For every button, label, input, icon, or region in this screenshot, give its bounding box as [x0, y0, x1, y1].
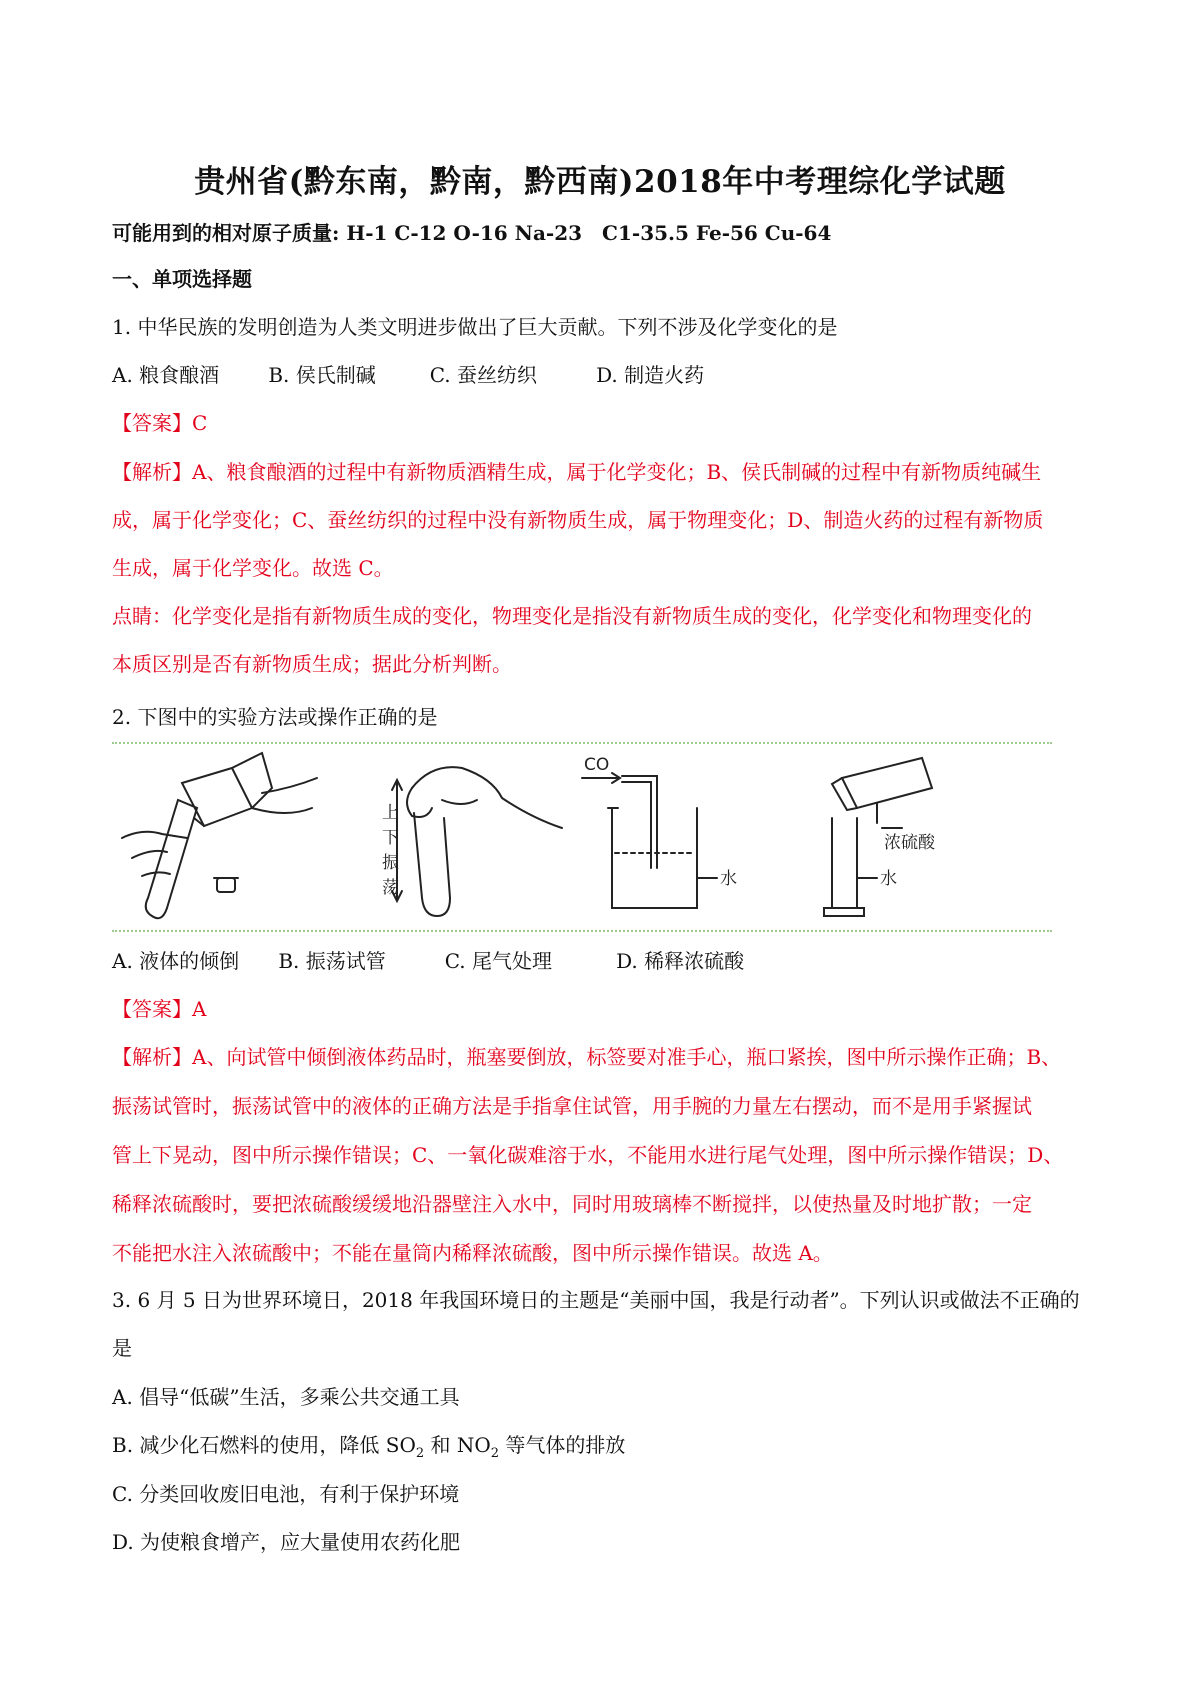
subscript: 2 — [490, 1446, 500, 1461]
atomic-masses: 可能用到的相对原子质量: H-1 C-12 O-16 Na-23 C1-35.5 Fe-56 Cu-64 — [112, 221, 832, 245]
shake-label-4: 荡 — [382, 878, 399, 898]
shake-label-1: 上 — [382, 803, 399, 823]
q2-analysis-line: 稀释浓硫酸时，要把浓硫酸缓缓地沿器壁注入水中，同时用玻璃棒不断搅拌，以使热量及时地扩散；一定 — [112, 1192, 1032, 1216]
page-title: 贵州省(黔东南，黔南，黔西南)2018年中考理综化学试题 — [194, 164, 1006, 200]
q3-option-c: C. 分类回收废旧电池，有利于保护环境 — [112, 1482, 460, 1506]
q1-options — [112, 360, 1102, 390]
q1-analysis-line: 生成，属于化学变化。故选 C。 — [112, 556, 394, 580]
q2-stem: 2. 下图中的实验方法或操作正确的是 — [112, 705, 438, 729]
water-label-d: 水 — [880, 869, 897, 889]
q1-tip-line: 点睛：化学变化是指有新物质生成的变化，物理变化是指没有新物质生成的变化，化学变化和物理变化的 — [112, 604, 1032, 628]
q2-option-d: D. 稀释浓硫酸 — [616, 949, 745, 973]
q3-option-b — [112, 1430, 1102, 1469]
q3-stem-continued: 是 — [112, 1336, 132, 1360]
q2-figure — [112, 742, 1052, 934]
q2-option-b: B. 振荡试管 — [278, 949, 386, 973]
q2-analysis-line: 【解析】A、向试管中倾倒液体药品时，瓶塞要倒放，标签要对准手心，瓶口紧挨，图中所示操作正确；B、 — [112, 1045, 1062, 1069]
q1-stem: 1. 中华民族的发明创造为人类文明进步做出了巨大贡献。下列不涉及化学变化的是 — [112, 315, 838, 339]
q1-analysis-line: 【解析】A、粮食酿酒的过程中有新物质酒精生成，属于化学变化；B、侯氏制碱的过程中有新物质纯碱生 — [112, 460, 1042, 484]
figure-top-divider — [112, 742, 1052, 744]
q1-option-d: D. 制造火药 — [596, 363, 705, 387]
q1-option-c: C. 蚕丝纺织 — [429, 363, 538, 387]
q1-option-a: A. 粮食酿酒 — [112, 363, 220, 387]
q2-answer: 【答案】A — [112, 997, 207, 1021]
figure-bottom-divider — [112, 930, 1052, 932]
q2-option-a: A. 液体的倾倒 — [112, 949, 240, 973]
subscript: 2 — [415, 1446, 425, 1461]
co-tail-gas-illustration — [582, 773, 717, 908]
q3-option-a: A. 倡导“低碳”生活，多乘公共交通工具 — [112, 1385, 460, 1409]
q3-option-b-text: 和 NO — [424, 1433, 491, 1457]
shake-label-2: 下 — [382, 828, 399, 848]
q3-option-b-text: B. 减少化石燃料的使用，降低 SO — [112, 1433, 416, 1457]
q1-analysis-line: 成，属于化学变化；C、蚕丝纺织的过程中没有新物质生成，属于物理变化；D、制造火药的过程有新物质 — [112, 508, 1044, 532]
pouring-liquid-illustration — [122, 753, 317, 918]
co-label: CO — [584, 755, 610, 775]
q1-answer: 【答案】C — [112, 411, 208, 435]
q2-options — [112, 946, 1102, 976]
water-label-c: 水 — [720, 869, 737, 889]
q2-analysis-line: 不能把水注入浓硫酸中；不能在量筒内稀释浓硫酸，图中所示操作错误。故选 A。 — [112, 1241, 833, 1265]
shake-label-3: 振 — [382, 853, 399, 873]
q1-option-b: B. 侯氏制碱 — [268, 363, 376, 387]
acid-label: 浓硫酸 — [884, 833, 935, 853]
q1-tip-line: 本质区别是否有新物质生成；据此分析判断。 — [112, 652, 512, 676]
q3-option-b-text: 等气体的排放 — [499, 1433, 626, 1457]
q2-analysis-line: 振荡试管时，振荡试管中的液体的正确方法是手指拿住试管，用手腕的力量左右摆动，而不是用手紧握试 — [112, 1094, 1032, 1118]
shaking-tube-illustration — [392, 767, 562, 916]
q2-analysis-line: 管上下晃动，图中所示操作错误；C、一氧化碳难溶于水，不能用水进行尾气处理，图中所示操作错误；D、 — [112, 1143, 1064, 1167]
q2-option-c: C. 尾气处理 — [444, 949, 553, 973]
section-heading: 一、单项选择题 — [112, 267, 252, 291]
lab-illustrations — [112, 748, 1052, 928]
q3-option-d: D. 为使粮食增产，应大量使用农药化肥 — [112, 1530, 461, 1554]
q3-stem: 3. 6 月 5 日为世界环境日，2018 年我国环境日的主题是“美丽中国，我是行动者”。下列认识或做法不正确的 — [112, 1288, 1080, 1312]
